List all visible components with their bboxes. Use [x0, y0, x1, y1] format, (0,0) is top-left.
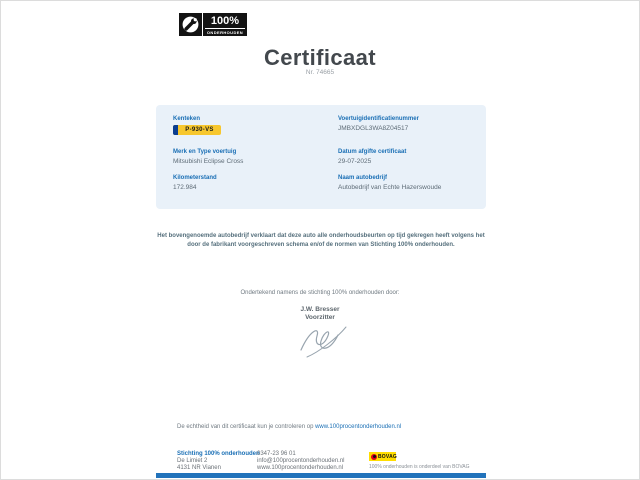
footer-email: info@100procentonderhouden.nl	[257, 458, 345, 464]
field-label: Kenteken	[173, 116, 201, 122]
field-vin	[338, 116, 419, 132]
bovag-tagline: 100% onderhouden is onderdeel van BOVAG	[369, 464, 470, 470]
field-merk-type	[173, 149, 243, 165]
bovag-logo-text: BOVAG	[378, 453, 397, 460]
field-value: Mitsubishi Eclipse Cross	[173, 158, 244, 165]
footer-address-line2: 4131 NR Vianen	[177, 465, 221, 471]
field-value: 29-07-2025	[338, 158, 372, 165]
footer-organisation	[177, 451, 260, 472]
logo-brand: ONDERHOUDEN	[206, 29, 244, 35]
field-value: Autobedrijf van Echte Hazerswoude	[338, 184, 442, 191]
bovag-icon	[371, 454, 377, 460]
certificate-number: Nr. 74665	[305, 69, 335, 76]
field-label: Merk en Type voertuig	[173, 149, 237, 155]
brand-logo	[179, 13, 247, 36]
field-label: Voertuigidentificatienummer	[338, 116, 419, 122]
logo-percent: 100%	[210, 14, 240, 27]
page-title: Certificaat	[264, 45, 376, 70]
signing-intro: Ondertekend namens de stichting 100% onderhouden door:	[240, 290, 400, 296]
footer-org-name: Stichting 100% onderhouden	[177, 451, 260, 457]
field-kilometerstand	[173, 175, 217, 191]
plate-number: P-930-VS	[185, 127, 214, 133]
signature-image	[295, 322, 349, 367]
field-label: Kilometerstand	[173, 175, 217, 181]
field-value: JMBXDGL3WA8Z04517	[338, 125, 409, 132]
signer-name: J.W. Bresser	[300, 306, 340, 313]
field-datum-afgifte	[338, 149, 406, 165]
field-kenteken	[173, 116, 221, 135]
field-label: Datum afgifte certificaat	[338, 149, 407, 155]
footer-website: www.100procentonderhouden.nl	[257, 465, 344, 471]
wrench-icon	[179, 13, 202, 36]
bottom-accent-bar	[156, 473, 486, 478]
declaration-text: Het bovengenoemde autobedrijf verklaart dat deze auto alle onderhoudsbeurten op tijd gekregen heeft volgens het door de fabrikant voorgeschreven schema en/of de normen van Stichting 100% onderhouden.	[157, 233, 485, 248]
footer-phone: 0347-23 96 01	[257, 451, 296, 457]
signer-role: Voorzitter	[305, 314, 335, 321]
field-value: 172.984	[173, 184, 197, 191]
verify-link[interactable]: www.100procentonderhouden.nl	[315, 424, 402, 430]
verify-text: De echtheid van dit certificaat kun je controleren op	[177, 424, 316, 430]
logo-text-block	[203, 13, 247, 36]
verify-line	[177, 424, 401, 430]
license-plate	[173, 125, 221, 135]
footer-address-line1: De Limiet 2	[177, 458, 208, 464]
footer-contact	[257, 451, 345, 472]
bovag-logo	[369, 452, 396, 461]
field-label: Naam autobedrijf	[338, 175, 388, 181]
field-autobedrijf	[338, 175, 441, 191]
vehicle-info-box	[156, 105, 486, 209]
